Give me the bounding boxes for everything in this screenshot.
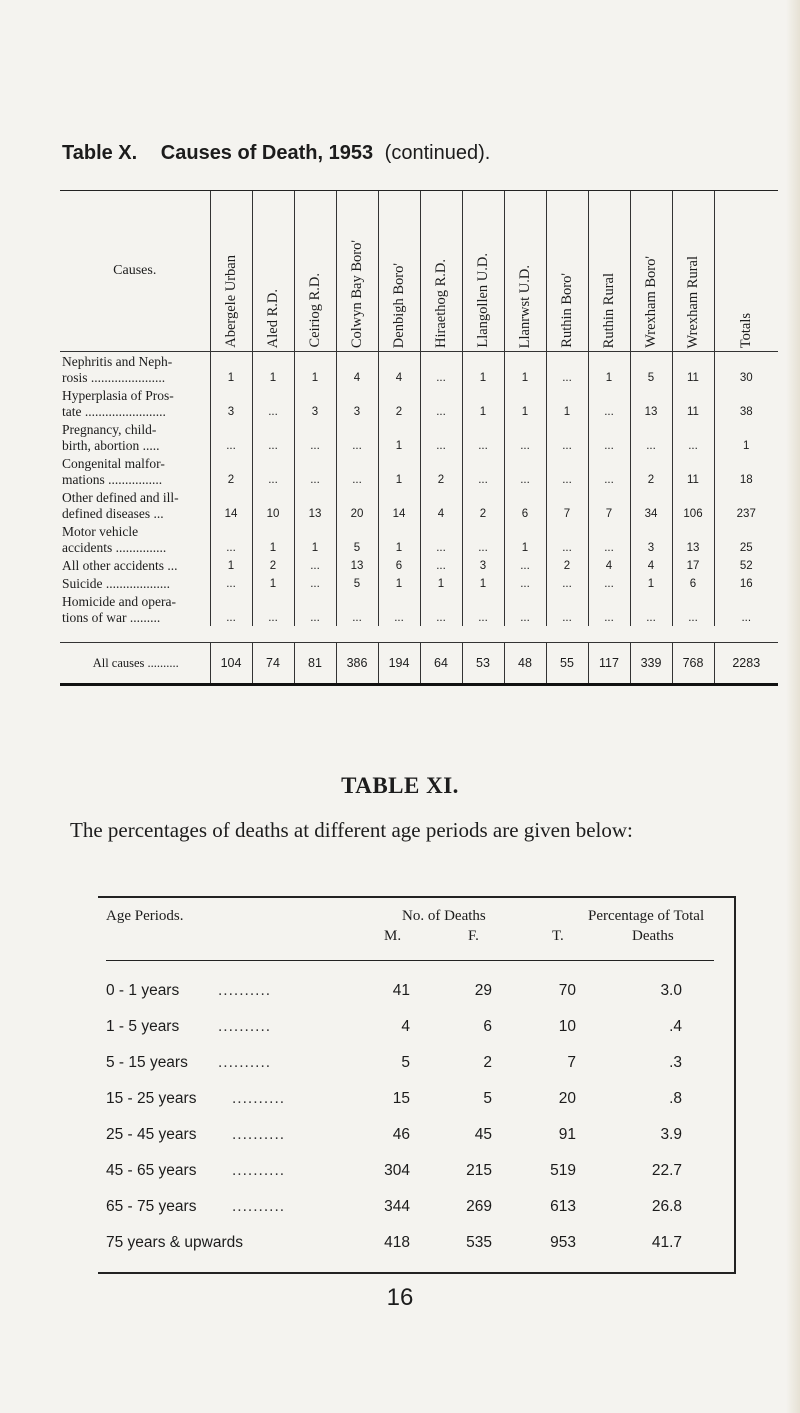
table-cell: 29 xyxy=(474,982,492,999)
table-cell: 1 xyxy=(378,420,420,454)
cause-label-line: tate ........................ xyxy=(62,404,166,419)
table-cell: 16 xyxy=(714,574,778,592)
table-cell: 269 xyxy=(466,1198,492,1215)
total-cell: 339 xyxy=(630,643,672,684)
table-cell: 535 xyxy=(466,1234,492,1251)
column-header-label: Llangollen U.D. xyxy=(474,253,491,348)
table-cell: .8 xyxy=(669,1090,682,1107)
total-cell: 55 xyxy=(546,643,588,684)
table-cell: 45 xyxy=(474,1126,492,1143)
cause-label-line: All other accidents ... xyxy=(62,558,178,573)
table-row xyxy=(60,352,778,387)
table-cell: 26.8 xyxy=(651,1198,682,1215)
age-period-label: 45 - 65 years xyxy=(106,1162,197,1179)
cause-label-line: Motor vehicle xyxy=(62,524,139,539)
total-row xyxy=(60,643,778,684)
age-period-label: 1 - 5 years xyxy=(106,1018,180,1035)
table-cell: 41.7 xyxy=(651,1234,682,1251)
table-cell: ... xyxy=(252,592,294,626)
table-cell: 1 xyxy=(630,574,672,592)
table-cell: 7 xyxy=(588,488,630,522)
column-header-label: Totals xyxy=(737,312,754,348)
total-cell: 74 xyxy=(252,643,294,684)
table-cell: 10 xyxy=(558,1018,576,1035)
table-cell: 1 xyxy=(504,522,546,556)
table-cell: 1 xyxy=(504,352,546,387)
age-period-label: 0 - 1 years xyxy=(106,982,180,999)
table-cell: 1 xyxy=(210,352,252,387)
total-cell: 64 xyxy=(420,643,462,684)
percentage-header: Percentage of Total xyxy=(588,908,705,924)
age-period-label: 5 - 15 years xyxy=(106,1054,188,1071)
table-cell: ... xyxy=(588,592,630,626)
total-cell: 53 xyxy=(462,643,504,684)
table-cell: ... xyxy=(462,592,504,626)
table-cell: 4 xyxy=(401,1018,410,1035)
table-cell: ... xyxy=(210,522,252,556)
table-cell: 14 xyxy=(210,488,252,522)
cause-label-line: tions of war ......... xyxy=(62,610,161,625)
table-row xyxy=(60,592,778,626)
table-cell: 7 xyxy=(567,1054,576,1071)
table-cell: 344 xyxy=(384,1198,410,1215)
table-cell: 2 xyxy=(378,386,420,420)
table-cell: ... xyxy=(504,420,546,454)
table-cell: ... xyxy=(210,592,252,626)
table-cell: ... xyxy=(546,454,588,488)
table-cell: ... xyxy=(420,386,462,420)
table-cell: ... xyxy=(210,574,252,592)
table-cell: 34 xyxy=(630,488,672,522)
column-header xyxy=(630,191,672,352)
table-cell: ... xyxy=(294,420,336,454)
table-cell: 4 xyxy=(378,352,420,387)
table-row xyxy=(98,1156,734,1188)
table-row xyxy=(98,1120,734,1152)
table-cell: 1 xyxy=(504,386,546,420)
table-cell: 20 xyxy=(558,1090,576,1107)
table-cell: 3 xyxy=(210,386,252,420)
f-header: F. xyxy=(468,928,479,944)
table-cell: ... xyxy=(336,454,378,488)
table-cell: 13 xyxy=(672,522,714,556)
cause-label-line: Suicide ................... xyxy=(62,576,170,591)
table-cell: ... xyxy=(420,420,462,454)
table-cell: 13 xyxy=(294,488,336,522)
deaths-header: Deaths xyxy=(632,928,674,944)
table-cell: 4 xyxy=(588,556,630,574)
column-header xyxy=(420,191,462,352)
table-cell: .3 xyxy=(669,1054,682,1071)
table-cell: 52 xyxy=(714,556,778,574)
cause-label-line: Hyperplasia of Pros- xyxy=(62,388,174,403)
table-row xyxy=(98,1048,734,1080)
table-x-suffix: (continued). xyxy=(384,142,491,164)
table-row xyxy=(98,1084,734,1116)
leader-dots: .......... xyxy=(218,1018,272,1035)
table-cell: ... xyxy=(588,386,630,420)
table-cell: 519 xyxy=(550,1162,576,1179)
table-cell: 13 xyxy=(630,386,672,420)
table-cell: 41 xyxy=(392,982,410,999)
column-header-label: Aled R.D. xyxy=(264,288,281,348)
table-cell: ... xyxy=(420,556,462,574)
table-cell: ... xyxy=(378,592,420,626)
table-cell: 1 xyxy=(714,420,778,454)
table-cell: ... xyxy=(252,386,294,420)
table-x-heading: Causes of Death, 1953 xyxy=(160,142,374,164)
table-cell: 3 xyxy=(630,522,672,556)
page-edge-shadow xyxy=(786,0,800,1413)
table-xi-header xyxy=(98,908,734,960)
table-cell: ... xyxy=(504,556,546,574)
table-cell: ... xyxy=(252,420,294,454)
table-cell: 3.0 xyxy=(660,982,682,999)
leader-dots: .......... xyxy=(232,1162,286,1179)
cause-label xyxy=(60,556,210,574)
leader-dots: .......... xyxy=(218,982,272,999)
age-period-label: 65 - 75 years xyxy=(106,1198,197,1215)
column-header xyxy=(336,191,378,352)
cause-label-line: accidents ............... xyxy=(62,540,167,555)
table-cell: ... xyxy=(504,592,546,626)
table-xi-title: TABLE XI. xyxy=(341,773,459,798)
table-cell: 91 xyxy=(558,1126,576,1143)
table-cell: ... xyxy=(546,574,588,592)
table-cell: 1 xyxy=(378,522,420,556)
cause-label-line: birth, abortion ..... xyxy=(62,438,160,453)
table-cell: 5 xyxy=(483,1090,492,1107)
table-cell: ... xyxy=(630,420,672,454)
table-cell: 10 xyxy=(252,488,294,522)
table-cell: 4 xyxy=(630,556,672,574)
leader-dots: .......... xyxy=(232,1198,286,1215)
table-cell: 1 xyxy=(210,556,252,574)
cause-label xyxy=(60,386,210,420)
cause-label xyxy=(60,420,210,454)
column-header-label: Abergele Urban xyxy=(222,255,239,348)
table-cell: 17 xyxy=(672,556,714,574)
table-cell: 2 xyxy=(630,454,672,488)
table-row xyxy=(98,1192,734,1224)
table-cell: ... xyxy=(546,352,588,387)
total-cell: 2283 xyxy=(714,643,778,684)
table-row xyxy=(60,454,778,488)
table-cell: ... xyxy=(672,592,714,626)
column-header xyxy=(462,191,504,352)
table-cell: 3 xyxy=(462,556,504,574)
table-cell: 106 xyxy=(672,488,714,522)
table-cell: 5 xyxy=(336,574,378,592)
cause-label xyxy=(60,454,210,488)
no-of-deaths-header: No. of Deaths xyxy=(402,908,486,924)
table-cell: 25 xyxy=(714,522,778,556)
cause-label xyxy=(60,352,210,387)
causes-header: Causes. xyxy=(113,263,157,278)
table-cell: 2 xyxy=(210,454,252,488)
table-cell: 1 xyxy=(420,574,462,592)
table-x xyxy=(60,190,778,686)
column-header-label: Llanrwst U.D. xyxy=(516,264,533,348)
t-header: T. xyxy=(552,928,564,944)
column-header xyxy=(714,191,778,352)
table-cell: ... xyxy=(588,420,630,454)
table-cell: 14 xyxy=(378,488,420,522)
table-cell: 30 xyxy=(714,352,778,387)
leader-dots: .......... xyxy=(232,1090,286,1107)
table-cell: 7 xyxy=(546,488,588,522)
table-cell: 6 xyxy=(483,1018,492,1035)
table-cell: 2 xyxy=(462,488,504,522)
cause-label xyxy=(60,488,210,522)
table-cell: 3 xyxy=(336,386,378,420)
table-cell: 304 xyxy=(384,1162,410,1179)
m-header: M. xyxy=(384,928,402,944)
leader-dots: .......... xyxy=(232,1126,286,1143)
table-x-label: Table X. xyxy=(62,142,138,164)
total-cell: 104 xyxy=(210,643,252,684)
column-header xyxy=(294,191,336,352)
table-cell: 2 xyxy=(483,1054,492,1071)
table-cell: ... xyxy=(210,420,252,454)
age-periods-header: Age Periods. xyxy=(106,908,184,924)
page-number: 16 xyxy=(386,1284,414,1311)
table-cell: 15 xyxy=(392,1090,410,1107)
table-cell: 46 xyxy=(392,1126,410,1143)
table-row xyxy=(60,556,778,574)
table-cell: 11 xyxy=(672,386,714,420)
cause-label xyxy=(60,592,210,626)
table-cell: ... xyxy=(546,522,588,556)
leader-dots: .......... xyxy=(218,1054,272,1071)
table-cell: 20 xyxy=(336,488,378,522)
table-row xyxy=(98,976,734,1008)
cause-label xyxy=(60,522,210,556)
table-cell: 1 xyxy=(252,574,294,592)
table-cell: 5 xyxy=(630,352,672,387)
table-cell: 13 xyxy=(336,556,378,574)
table-cell: 3 xyxy=(294,386,336,420)
table-cell: 11 xyxy=(672,352,714,387)
table-cell: ... xyxy=(672,420,714,454)
table-cell: ... xyxy=(462,454,504,488)
table-cell: 418 xyxy=(384,1234,410,1251)
table-row xyxy=(60,386,778,420)
table-cell: 1 xyxy=(462,352,504,387)
table-cell: ... xyxy=(420,592,462,626)
table-row xyxy=(60,574,778,592)
table-cell: ... xyxy=(504,574,546,592)
cause-label-line: Congenital malfor- xyxy=(62,456,165,471)
table-cell: ... xyxy=(546,592,588,626)
age-period-label: 15 - 25 years xyxy=(106,1090,197,1107)
table-cell: 1 xyxy=(378,574,420,592)
table-cell: 1 xyxy=(378,454,420,488)
table-cell: 953 xyxy=(550,1234,576,1251)
table-cell: 4 xyxy=(420,488,462,522)
column-header-label: Wrexham Rural xyxy=(684,255,701,348)
table-cell: 1 xyxy=(462,574,504,592)
table-cell: 6 xyxy=(504,488,546,522)
cause-label-line: mations ................ xyxy=(62,472,163,487)
cause-label-line: Pregnancy, child- xyxy=(62,422,157,437)
table-cell: ... xyxy=(252,454,294,488)
cause-label-line: Nephritis and Neph- xyxy=(62,354,173,369)
table-cell: 22.7 xyxy=(651,1162,682,1179)
total-label: All causes .......... xyxy=(60,643,210,684)
table-cell: ... xyxy=(420,352,462,387)
table-row xyxy=(60,522,778,556)
table-cell: 4 xyxy=(336,352,378,387)
table-cell: ... xyxy=(294,556,336,574)
table-x-title xyxy=(62,142,490,165)
table-cell: 5 xyxy=(336,522,378,556)
table-cell: ... xyxy=(462,522,504,556)
cause-label-line: defined diseases ... xyxy=(62,506,164,521)
table-cell: ... xyxy=(504,454,546,488)
table-cell: ... xyxy=(588,454,630,488)
column-header-label: Ruthin Boro' xyxy=(558,273,575,348)
table-cell: ... xyxy=(336,592,378,626)
table-cell: ... xyxy=(714,592,778,626)
table-cell: ... xyxy=(336,420,378,454)
column-header xyxy=(252,191,294,352)
table-cell: 6 xyxy=(378,556,420,574)
table-cell: 38 xyxy=(714,386,778,420)
column-header-label: Ceiriog R.D. xyxy=(306,273,323,348)
table-cell: 2 xyxy=(252,556,294,574)
column-header-label: Ruthin Rural xyxy=(600,272,617,348)
table-cell: 11 xyxy=(672,454,714,488)
table-cell: 2 xyxy=(546,556,588,574)
table-cell: 237 xyxy=(714,488,778,522)
column-header xyxy=(546,191,588,352)
total-cell: 194 xyxy=(378,643,420,684)
table-cell: ... xyxy=(420,522,462,556)
table-cell: 1 xyxy=(252,522,294,556)
column-header xyxy=(378,191,420,352)
table-cell: 6 xyxy=(672,574,714,592)
table-cell: 613 xyxy=(550,1198,576,1215)
column-header xyxy=(588,191,630,352)
column-header xyxy=(210,191,252,352)
cause-label-line: Homicide and opera- xyxy=(62,594,176,609)
table-cell: ... xyxy=(294,454,336,488)
column-header-label: Wrexham Boro' xyxy=(642,256,659,348)
table-cell: ... xyxy=(588,522,630,556)
table-row xyxy=(60,488,778,522)
total-cell: 81 xyxy=(294,643,336,684)
column-header-label: Denbigh Boro' xyxy=(390,262,407,348)
table-cell: ... xyxy=(588,574,630,592)
table-cell: 70 xyxy=(558,982,576,999)
table-cell: ... xyxy=(546,420,588,454)
total-cell: 386 xyxy=(336,643,378,684)
table-cell: ... xyxy=(294,592,336,626)
table-cell: 1 xyxy=(462,386,504,420)
table-cell: 18 xyxy=(714,454,778,488)
table-cell: 5 xyxy=(401,1054,410,1071)
column-header xyxy=(672,191,714,352)
table-cell: ... xyxy=(630,592,672,626)
column-header xyxy=(504,191,546,352)
table-cell: 1 xyxy=(588,352,630,387)
table-cell: 3.9 xyxy=(660,1126,682,1143)
table-cell: ... xyxy=(294,574,336,592)
table-xi-intro: The percentages of deaths at different age periods are given below: xyxy=(70,818,633,842)
age-period-label: 75 years & upwards xyxy=(106,1234,243,1251)
table-cell: 215 xyxy=(466,1162,492,1179)
total-cell: 48 xyxy=(504,643,546,684)
age-period-label: 25 - 45 years xyxy=(106,1126,197,1143)
cause-label-line: Other defined and ill- xyxy=(62,490,179,505)
table-cell: 1 xyxy=(252,352,294,387)
table-cell: 1 xyxy=(294,352,336,387)
table-cell: 2 xyxy=(420,454,462,488)
table-cell: .4 xyxy=(669,1018,682,1035)
table-cell: ... xyxy=(462,420,504,454)
cause-label-line: rosis ...................... xyxy=(62,370,166,385)
column-header-label: Hiraethog R.D. xyxy=(432,259,449,348)
cause-label xyxy=(60,574,210,592)
total-cell: 117 xyxy=(588,643,630,684)
table-cell: 1 xyxy=(546,386,588,420)
table-cell: 1 xyxy=(294,522,336,556)
table-row xyxy=(98,1012,734,1044)
table-row xyxy=(98,1228,734,1260)
table-row xyxy=(60,420,778,454)
total-cell: 768 xyxy=(672,643,714,684)
column-header-label: Colwyn Bay Boro' xyxy=(348,239,365,348)
